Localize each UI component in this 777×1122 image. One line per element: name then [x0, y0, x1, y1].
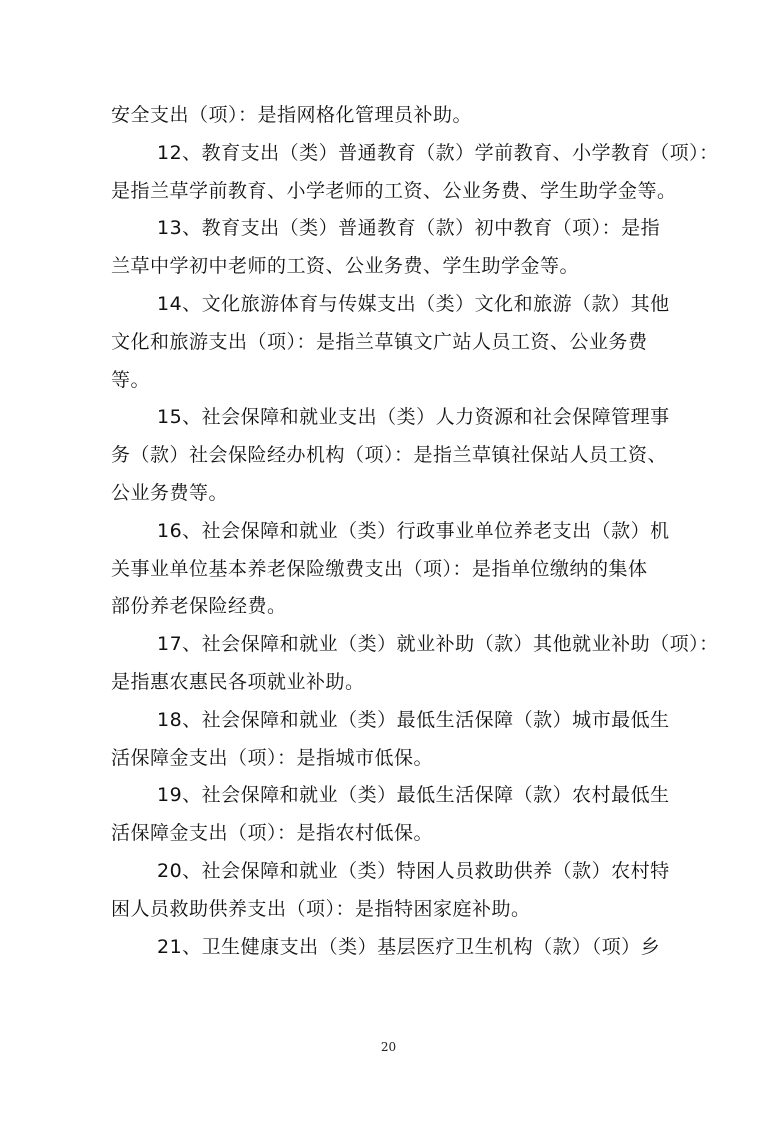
paragraph-first-line: 12、教育支出（类）普通教育（款）学前教育、小学教育（项）： [157, 141, 719, 164]
paragraph-first-line: 18、社会保障和就业（类）最低生活保障（款）城市最低生 [157, 708, 670, 731]
paragraph-line: 兰草中学初中老师的工资、公业务费、学生助学金等。 [111, 255, 580, 278]
paragraph-line: 活保障金支出（项）：是指城市低保。 [111, 746, 434, 769]
paragraph-line: 等。 [111, 368, 151, 391]
paragraph-line: 安全支出（项）：是指网格化管理员补助。 [111, 104, 473, 126]
paragraph-first-line: 20、社会保障和就业（类）特困人员救助供养（款）农村特 [157, 859, 670, 882]
paragraph-first-line: 21、卫生健康支出（类）基层医疗卫生机构（款）（项）乡 [157, 935, 661, 958]
page-number: 20 [380, 1040, 397, 1054]
paragraph-line: 关事业单位基本养老保险缴费支出（项）：是指单位缴纳的集体 [111, 557, 648, 580]
paragraph-line: 部份养老保险经费。 [111, 595, 287, 618]
paragraph-line: 活保障金支出（项）：是指农村低保。 [111, 822, 434, 845]
paragraph-line: 困人员救助供养支出（项）：是指特困家庭补助。 [111, 897, 531, 920]
paragraph-first-line: 16、社会保障和就业（类）行政事业单位养老支出（款）机 [157, 519, 670, 542]
paragraph-first-line: 17、社会保障和就业（类）就业补助（款）其他就业补助（项）： [157, 633, 719, 656]
paragraph-line: 是指兰草学前教育、小学老师的工资、公业务费、学生助学金等。 [111, 179, 677, 202]
body-text [111, 97, 719, 966]
paragraph-first-line: 19、社会保障和就业（类）最低生活保障（款）农村最低生 [157, 784, 670, 807]
paragraph-line: 务（款）社会保险经办机构（项）：是指兰草镇社保站人员工资、 [111, 444, 668, 467]
paragraph-first-line: 13、教育支出（类）普通教育（款）初中教育（项）：是指 [157, 217, 661, 240]
paragraph-first-line: 14、文化旅游体育与传媒支出（类）文化和旅游（款）其他 [157, 292, 670, 315]
paragraph-line: 是指惠农惠民各项就业补助。 [111, 670, 365, 693]
paragraph-first-line: 15、社会保障和就业支出（类）人力资源和社会保障管理事 [157, 406, 670, 429]
paragraph-line: 公业务费等。 [111, 481, 229, 504]
paragraph-line: 文化和旅游支出（项）：是指兰草镇文广站人员工资、公业务费 [111, 330, 648, 353]
